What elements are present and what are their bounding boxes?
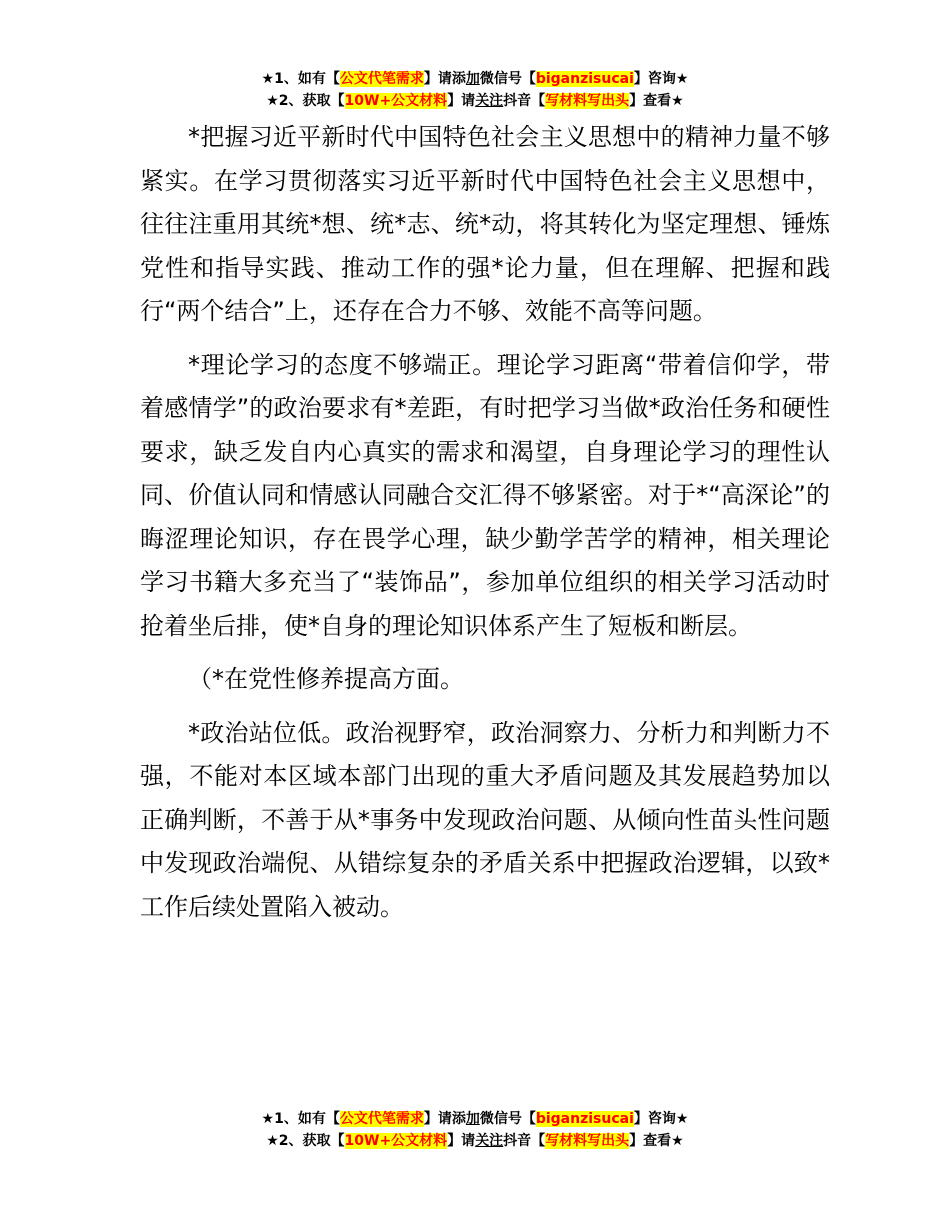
promo-text-underlined: 关注	[475, 1133, 504, 1149]
promo-highlight-materials: 10W+公文材料	[344, 1133, 448, 1149]
promo-line-1	[0, 68, 950, 90]
promo-highlight-douyin: 写材料写出头	[545, 93, 630, 109]
promo-highlight-service: 公文代笔需求	[339, 71, 424, 87]
promo-text: 】查看★	[629, 1133, 684, 1149]
promo-text-underlined: 关注	[475, 93, 504, 109]
promo-text: ★1、如有【	[261, 71, 340, 87]
promo-text: 抖音【	[503, 1133, 546, 1149]
promo-highlight-materials: 10W+公文材料	[344, 93, 448, 109]
paragraph-section-heading: （*在党性修养提高方面。	[188, 665, 464, 693]
promo-text: 微信号【	[479, 71, 536, 87]
promo-highlight-wechat-id: biganzisucai	[535, 1111, 634, 1127]
promo-text-underlined: 加	[465, 71, 480, 87]
promo-highlight-service: 公文代笔需求	[339, 1111, 424, 1127]
promo-text: 微信号【	[479, 1111, 536, 1127]
promo-highlight-wechat-id: biganzisucai	[535, 71, 634, 87]
promo-text: 】查看★	[629, 93, 684, 109]
promo-text: ★2、获取【	[266, 93, 345, 109]
promo-text: 】请添	[423, 1111, 466, 1127]
promo-text: 】咨询★	[633, 1111, 689, 1127]
footer-promo	[0, 1108, 950, 1152]
paragraph-spirit-strength: *把握习近平新时代中国特色社会主义思想中的精神力量不够紧实。在学习贯彻落实习近平新时代中国特色社会主义思想中，往往注重用其统*想、统*志、统*动，将其转化为坚定理想、锤炼党性和指导实践、推动工作的强*论力量，但在理解、把握和践行“两个结合”上，还存在合力不够、效能不高等问题。	[140, 123, 830, 325]
promo-text: 】请	[447, 1133, 476, 1149]
promo-text: ★1、如有【	[261, 1111, 340, 1127]
paragraph-political-stance: *政治站位低。政治视野窄，政治洞察力、分析力和判断力不强，不能对本区域本部门出现的重大矛盾问题及其发展趋势加以正确判断，不善于从*事务中发现政治问题、从倾向性苗头性问题中发现政治端倪、从错综复杂的矛盾关系中把握政治逻辑，以致*工作后续处置陷入被动。	[140, 718, 830, 921]
promo-text: 】请	[447, 93, 476, 109]
promo-highlight-douyin: 写材料写出头	[545, 1133, 630, 1149]
promo-text: 抖音【	[503, 93, 546, 109]
promo-text: ★2、获取【	[266, 1133, 345, 1149]
promo-line-1	[0, 1108, 950, 1130]
promo-text: 】请添	[423, 71, 466, 87]
header-promo	[0, 68, 950, 112]
promo-text-underlined: 加	[465, 1111, 480, 1127]
paragraph-study-attitude: *理论学习的态度不够端正。理论学习距离“带着信仰学，带着感情学”的政治要求有*差距，有时把学习当做*政治任务和硬性要求，缺乏发自内心真实的需求和渴望，自身理论学习的理性认同、价值认同和情感认同融合交汇得不够紧密。对于*“高深论”的晦涩理论知识，存在畏学心理，缺少勤学苦学的精神，相关理论学习书籍大多充当了“装饰品”，参加单位组织的相关学习活动时抢着坐后排，使*自身的理论知识体系产生了短板和断层。	[140, 350, 830, 640]
promo-line-2	[0, 90, 950, 112]
promo-text: 】咨询★	[633, 71, 689, 87]
promo-line-2	[0, 1130, 950, 1152]
document-body	[140, 116, 830, 939]
